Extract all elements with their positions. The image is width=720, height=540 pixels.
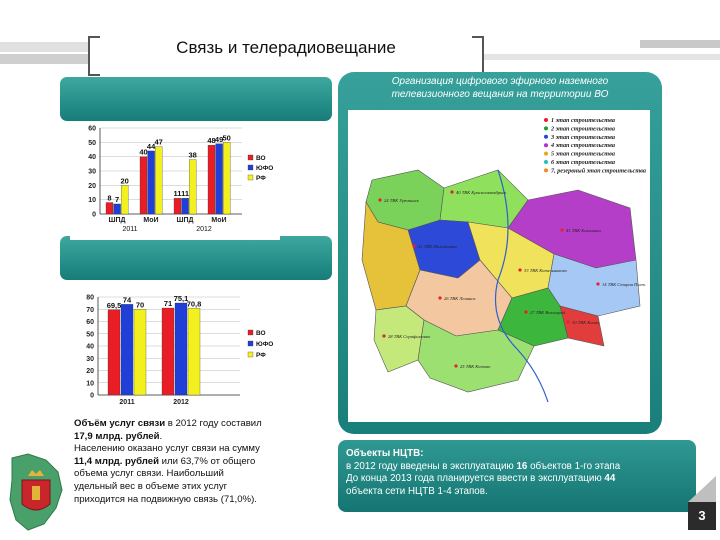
chart1-data-label: 44 (146, 141, 156, 151)
page-number: 3 (688, 502, 716, 530)
header-decoration (484, 54, 720, 60)
chart2-y-tick: 40 (86, 343, 94, 351)
chart2-y-tick: 80 (86, 294, 94, 302)
map-station-marker (566, 320, 569, 323)
chart2-legend-label: РФ (256, 352, 266, 359)
chart2-data-label: 71 (163, 299, 173, 309)
chart1-data-label: 47 (154, 137, 163, 147)
chart2-data-label: 75,1 (173, 294, 189, 304)
chart-communication-share (70, 283, 280, 411)
chart2-legend-swatch (248, 330, 253, 335)
map-legend-marker (544, 160, 548, 164)
chart1-data-label: 11 (181, 189, 190, 199)
region-map (348, 110, 650, 422)
chart1-y-tick: 30 (88, 168, 96, 176)
chart1-header-bar (60, 77, 332, 121)
chart2-legend-label: ЮФО (256, 341, 274, 348)
chart1-bar (182, 198, 189, 214)
map-legend-marker (544, 126, 548, 130)
map-station-label: 30 ТВК Калач (572, 320, 600, 325)
chart2-data-label: 69,5 (106, 300, 122, 310)
chart2-data-label: 70 (135, 300, 145, 310)
map-station-label: 28 ТВК Серафимович (388, 334, 431, 339)
map-station-label: 41 ТВК Камышин (566, 228, 601, 233)
chart1-y-tick: 40 (88, 154, 96, 162)
chart2-y-tick: 10 (86, 380, 94, 388)
page-corner-decoration (688, 476, 716, 502)
map-station-label: 24 ТВК Урюпинск (384, 198, 419, 203)
map-station-marker (382, 334, 385, 337)
ntsv-info-box (338, 440, 696, 512)
map-station-marker (450, 190, 453, 193)
chart2-bar (134, 309, 146, 395)
chart2-y-tick: 70 (86, 306, 94, 314)
chart1-data-label: 50 (222, 133, 231, 143)
chart1-legend-label: ВО (256, 155, 266, 162)
chart1-data-label: 40 (139, 147, 148, 157)
chart1-x-tick: МоИ (143, 217, 159, 224)
chart2-bar (162, 308, 174, 395)
chart1-data-label: 20 (120, 176, 129, 186)
map-station-label: 25 ТВК Котово (460, 364, 491, 369)
chart2-legend-swatch (248, 341, 253, 346)
chart1-y-tick: 0 (92, 211, 96, 219)
map-station-marker (524, 310, 527, 313)
chart2-y-tick: 30 (86, 355, 94, 363)
chart1-bar (208, 145, 215, 214)
chart2-data-label: 70,8 (186, 299, 202, 309)
map-station-label: 27 ТВК Волгоград (530, 310, 566, 315)
info-text-part: объектов 1-го этапа (527, 460, 621, 472)
summary-text-line: Населению оказано услуг связи на сумму (74, 443, 260, 455)
info-text-part: До конца 2013 года планируется ввести в эксплуатацию (346, 473, 605, 485)
summary-bold-population: 11,4 млрд. рублей (74, 455, 159, 467)
digital-tv-panel-title (348, 75, 652, 101)
chart1-bar (174, 198, 181, 214)
chart1-data-label: 7 (115, 194, 120, 204)
chart2-svg (70, 283, 280, 411)
chart2-x-tick: 2011 (119, 399, 135, 406)
info-number-16: 16 (516, 460, 528, 472)
map-legend-marker (544, 168, 548, 172)
map-station-label: 26 ТВК Ленинск (444, 296, 476, 301)
chart1-legend-swatch (248, 155, 253, 160)
chart1-svg (70, 122, 280, 240)
info-text-part: в 2012 году введены в эксплуатацию (346, 460, 517, 472)
chart1-data-label: 11 (173, 189, 182, 199)
title-bracket-left (88, 36, 100, 76)
map-station-marker (596, 282, 599, 285)
map-legend-marker (544, 152, 548, 156)
map-station-label: 33 ТВК Котельниково (524, 268, 567, 273)
chart1-legend-swatch (248, 175, 253, 180)
chart2-y-tick: 0 (90, 392, 94, 400)
title-bracket-right (472, 36, 484, 76)
region-map-svg (348, 110, 650, 422)
summary-text-part: . (159, 430, 163, 442)
chart1-y-tick: 50 (88, 139, 96, 147)
map-legend-marker (544, 118, 548, 122)
chart2-bar (121, 304, 133, 395)
map-legend-label: 6 этап строительства (551, 159, 615, 166)
chart1-bar (189, 160, 196, 214)
header-decoration (0, 54, 88, 64)
chart1-data-label: 8 (107, 193, 112, 203)
chart1-legend-label: РФ (256, 175, 266, 182)
chart1-bar (121, 185, 128, 214)
digital-tv-title-line: телевизионного вещания на территории ВО (391, 89, 609, 100)
summary-text-line: удельный вес в объеме этих услуг (74, 480, 228, 492)
chart1-data-label: 49 (214, 134, 224, 144)
chart1-data-label: 38 (188, 150, 197, 160)
map-legend-label: 2 этап строительства (551, 125, 615, 133)
summary-text-line: объема услуг связи. Наибольший (74, 468, 224, 480)
map-region (374, 306, 424, 372)
digital-tv-title-line: Организация цифрового эфирного наземного (391, 76, 609, 87)
slide-title: Связь и телерадиовещание (176, 38, 396, 57)
map-station-marker (560, 228, 563, 231)
info-text-line: объекта сети НЦТВ 1-4 этапов. (346, 485, 488, 497)
chart1-data-label: 48 (207, 136, 216, 146)
chart1-x-tick: ШПД (108, 217, 126, 224)
map-station-marker (438, 296, 441, 299)
communication-summary-text (74, 418, 334, 506)
chart1-bar (114, 204, 121, 214)
chart1-x-tick: ШПД (176, 217, 194, 224)
map-station-marker (518, 268, 521, 271)
map-station-marker (412, 244, 415, 247)
header-decoration (0, 42, 88, 52)
chart2-y-tick: 60 (86, 319, 94, 326)
summary-text-line: приходится на подвижную связь (71,0%). (74, 493, 257, 505)
summary-bold-amount: 17,9 млрд. рублей (74, 430, 160, 442)
chart1-bar (148, 151, 155, 214)
chart2-bar (188, 308, 200, 395)
chart1-bar (140, 157, 147, 214)
map-legend-label: 7, резервный этап строительства (551, 167, 646, 175)
map-legend-label: 3 этап строительства (551, 133, 615, 141)
map-legend-label: 1 этап строительства (551, 117, 615, 124)
map-station-label: 21 ТВК Михайловка (418, 244, 457, 249)
chart2-bar (175, 303, 187, 395)
chart1-bar (223, 142, 230, 214)
map-legend-label: 4 этап строительства (551, 142, 615, 150)
map-station-marker (454, 364, 457, 367)
map-legend-label: 5 этап строительства (551, 150, 615, 158)
chart2-data-label: 74 (122, 295, 132, 305)
info-heading: Объекты НЦТВ: (346, 448, 424, 459)
summary-text-part: в 2012 году составил (165, 418, 262, 429)
map-station-marker (378, 198, 381, 201)
chart2-bar (108, 310, 120, 395)
chart1-bar (216, 144, 223, 214)
chart1-y-tick: 10 (88, 197, 96, 205)
map-legend-marker (544, 135, 548, 139)
chart2-y-tick: 20 (86, 368, 94, 375)
chart2-legend-swatch (248, 352, 253, 357)
chart-internet-access (70, 122, 280, 240)
chart1-legend-label: ЮФО (256, 165, 274, 172)
chart1-y-tick: 20 (88, 182, 96, 190)
summary-bold-volume: Объём услуг связи (74, 418, 166, 429)
chart2-header-bar (60, 236, 332, 280)
map-legend-marker (544, 143, 548, 147)
region-emblem-icon (6, 450, 66, 534)
chart2-legend-label: ВО (256, 330, 266, 337)
chart1-year-label: 2012 (196, 226, 212, 233)
info-number-44: 44 (604, 473, 616, 485)
map-station-label: 40 ТВК Краснооктябрьск (456, 190, 507, 195)
chart2-y-tick: 50 (86, 331, 94, 339)
chart2-x-tick: 2012 (173, 399, 189, 406)
chart1-legend-swatch (248, 165, 253, 170)
summary-text-part: или 63,7% от общего (159, 455, 256, 467)
chart1-year-label: 2011 (122, 226, 138, 233)
chart1-y-tick: 60 (88, 125, 96, 133)
chart1-bar (155, 147, 162, 214)
header-decoration (640, 40, 720, 48)
chart1-bar (106, 203, 113, 214)
chart1-x-tick: МоИ (211, 217, 227, 224)
map-station-label: 14 ТВК Старая Полт. (602, 282, 647, 287)
